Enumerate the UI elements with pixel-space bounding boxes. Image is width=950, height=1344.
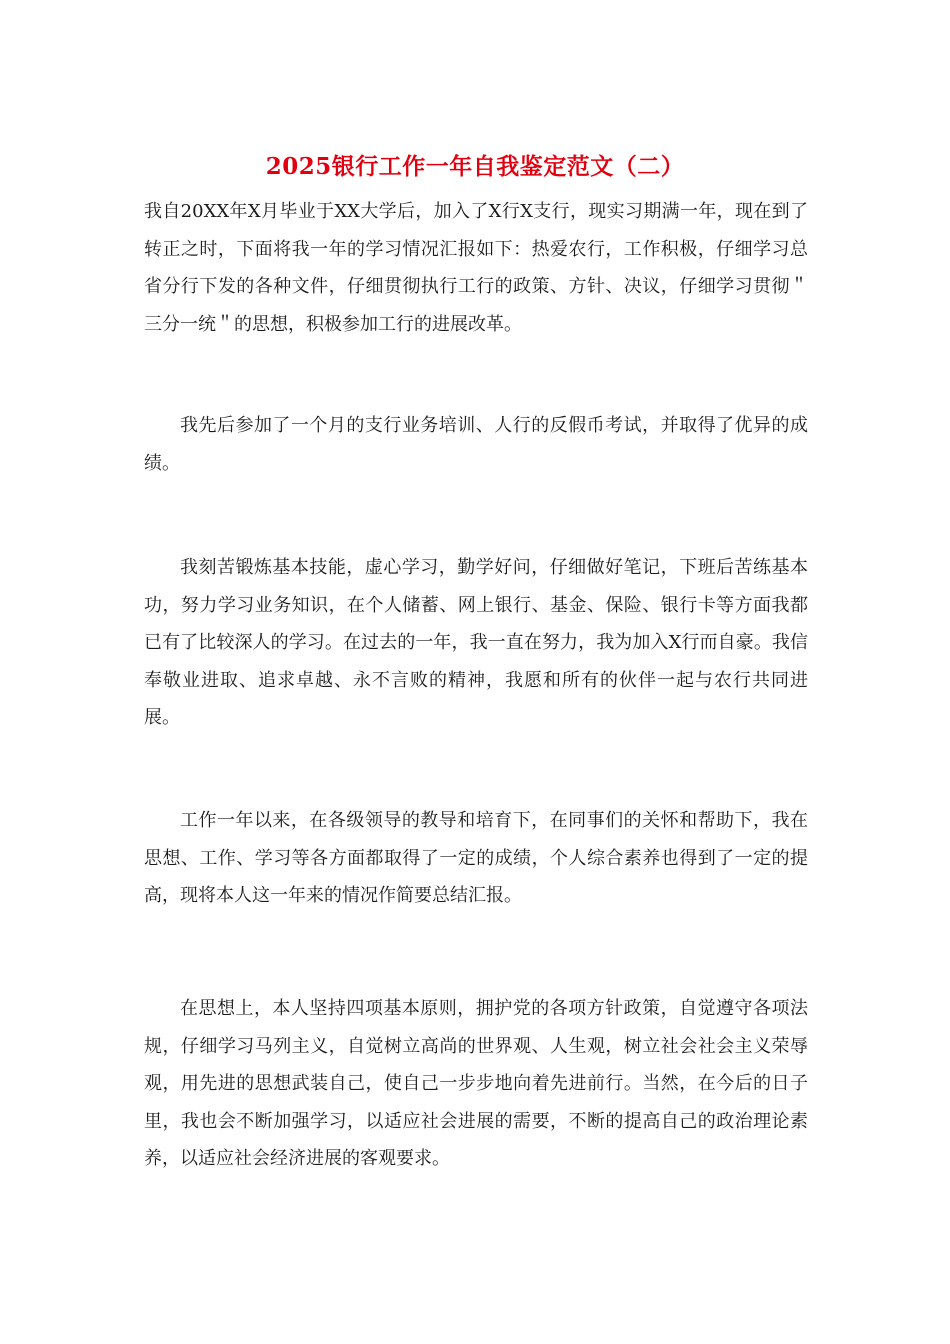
paragraph-skills: 我刻苦锻炼基本技能，虚心学习，勤学好问，仔细做好笔记，下班后苦练基本功，努力学习业务知识，在个人储蓄、网上银行、基金、保险、银行卡等方面我都已有了比较深人的学习。在过去的一年，我一直在努力，我为加入X行而自豪。我信奉敬业进取、追求卓越、永不言败的精神，我愿和所有的伙伴一起与农行共同进展。 xyxy=(144,557,808,728)
document-title: 2025银行工作一年自我鉴定范文（二） xyxy=(265,153,685,180)
paragraph-intro: 我自20XX年X月毕业于XX大学后，加入了X行X支行，现实习期满一年，现在到了转正之时，下面将我一年的学习情况汇报如下：热爱农行，工作积极，仔细学习总省分行下发的各种文件，仔细贯彻执行工行的政策、方针、决议，仔细学习贯彻＂三分一统＂的思想，积极参加工行的进展改革。 xyxy=(144,201,808,335)
paragraph-ideology: 在思想上，本人坚持四项基本原则，拥护党的各项方针政策，自觉遵守各项法规，仔细学习马列主义，自觉树立高尚的世界观、人生观，树立社会社会主义荣辱观，用先进的思想武装自己，使自己一步步地向着先进前行。当然，在今后的日子里，我也会不断加强学习，以适应社会进展的需要，不断的提高自己的政治理论素养，以适应社会经济进展的客观要求。 xyxy=(144,998,808,1169)
paragraph-summary: 工作一年以来，在各级领导的教导和培育下，在同事们的关怀和帮助下，我在思想、工作、学习等各方面都取得了一定的成绩，个人综合素养也得到了一定的提高，现将本人这一年来的情况作简要总结汇报。 xyxy=(144,810,808,906)
paragraph-training: 我先后参加了一个月的支行业务培训、人行的反假币考试，并取得了优异的成绩。 xyxy=(144,415,808,474)
